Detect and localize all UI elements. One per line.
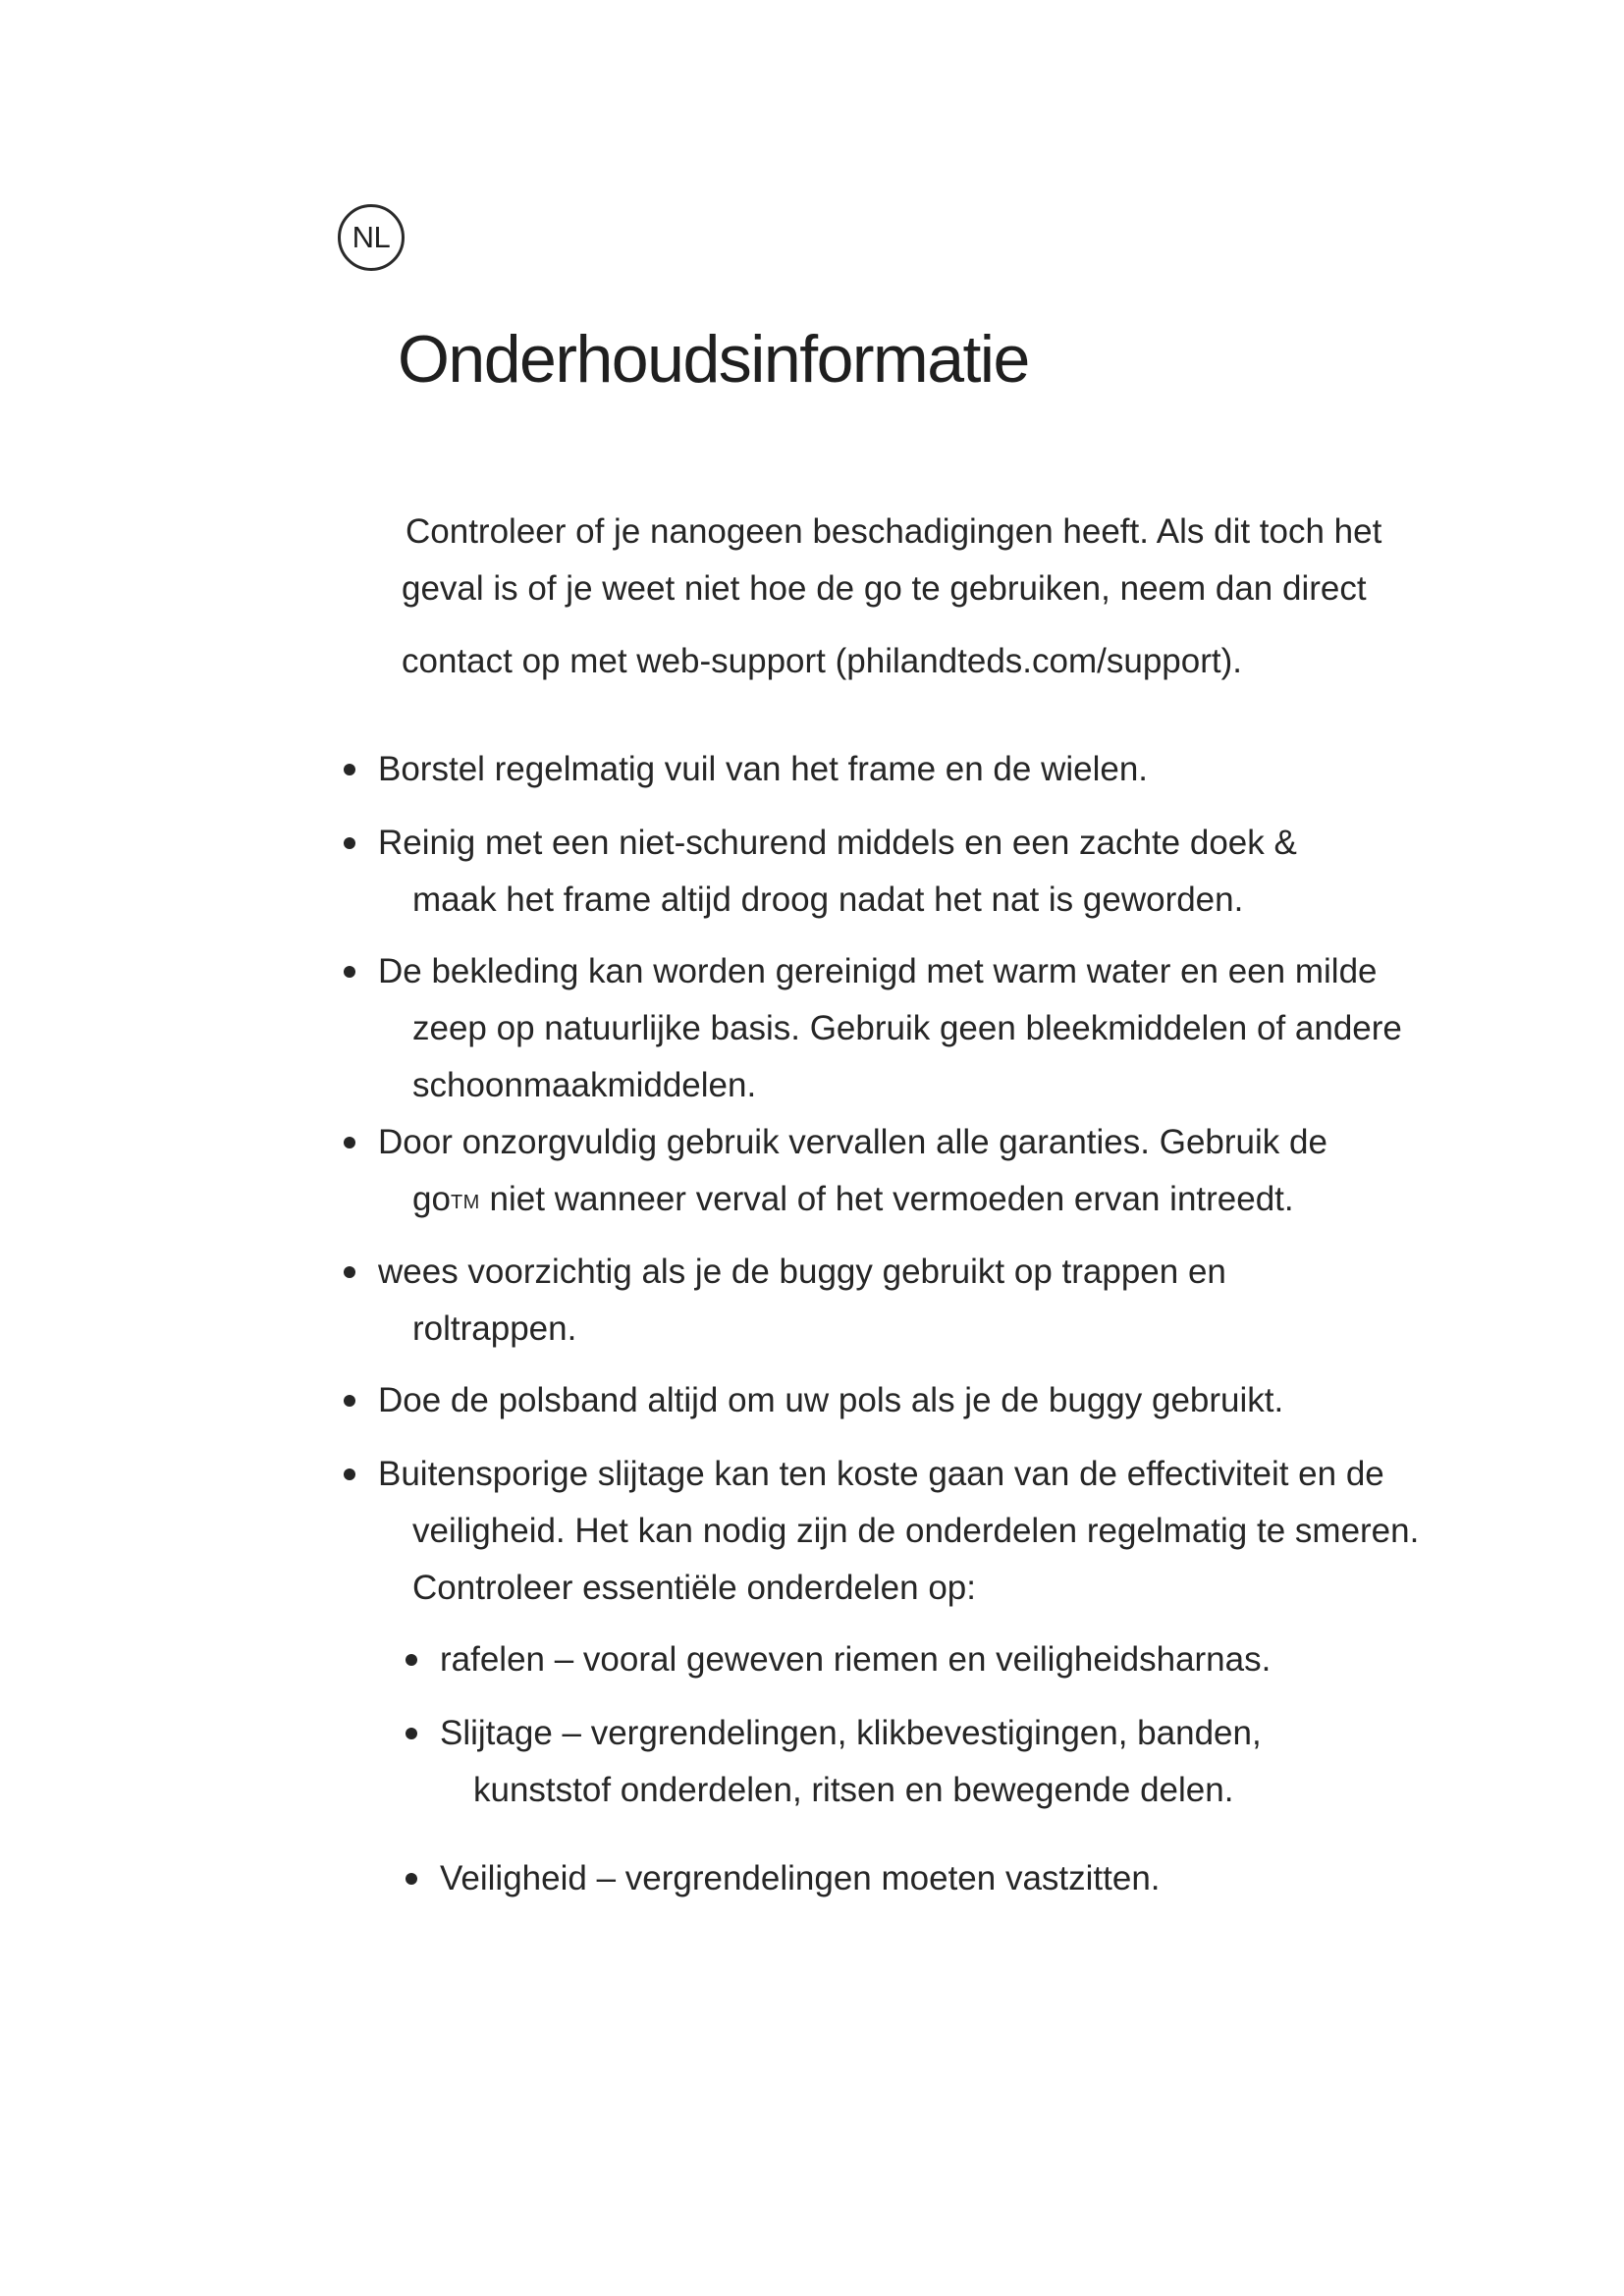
intro-line: contact op met web-support (philandteds.com/support). <box>402 642 1242 680</box>
bullet-icon <box>406 1728 417 1739</box>
list-item-line: roltrappen. <box>412 1309 577 1348</box>
bullet-icon <box>344 837 355 849</box>
list-item-line: Reinig met een niet-schurend middels en een zachte doek & <box>378 824 1297 862</box>
sublist-item-line: Veiligheid – vergrendelingen moeten vastzitten. <box>440 1859 1161 1897</box>
list-item-line: maak het frame altijd droog nadat het nat is geworden. <box>412 881 1244 919</box>
sublist-item-line: Slijtage – vergrendelingen, klikbevestigingen, banden, <box>440 1714 1262 1752</box>
sublist-item-line: rafelen – vooral geweven riemen en veiligheidsharnas. <box>440 1640 1272 1679</box>
product-name: go <box>412 1180 451 1218</box>
language-badge-nl <box>338 204 405 271</box>
intro-line: Controleer of je nanogeen beschadigingen heeft. Als dit toch het <box>406 512 1382 551</box>
list-item-line: Door onzorgvuldig gebruik vervallen alle garanties. Gebruik de <box>378 1123 1327 1161</box>
bullet-icon <box>344 1468 355 1480</box>
bullet-icon <box>344 1137 355 1148</box>
trademark-mark: TM <box>450 1192 480 1213</box>
bullet-icon <box>344 1395 355 1407</box>
bullet-icon <box>344 1266 355 1278</box>
list-item-line <box>412 1178 1294 1224</box>
list-item-line: zeep op natuurlijke basis. Gebruik geen bleekmiddelen of andere <box>412 1009 1402 1047</box>
list-item-line-rest: niet wanneer verval of het vermoeden ervan intreedt. <box>479 1180 1294 1218</box>
list-item-line: wees voorzichtig als je de buggy gebruikt op trappen en <box>378 1253 1226 1291</box>
list-item-line: Doe de polsband altijd om uw pols als je de buggy gebruikt. <box>378 1381 1284 1419</box>
bullet-icon <box>344 966 355 978</box>
page-title: Onderhoudsinformatie <box>398 322 1029 397</box>
sublist-item-line: kunststof onderdelen, ritsen en bewegende delen. <box>473 1771 1234 1809</box>
list-item-line: Buitensporige slijtage kan ten koste gaan van de effectiviteit en de <box>378 1455 1384 1493</box>
list-item-line: Borstel regelmatig vuil van het frame en de wielen. <box>378 750 1149 788</box>
list-item-line: De bekleding kan worden gereinigd met warm water en een milde <box>378 952 1378 990</box>
language-badge-label: NL <box>352 220 391 254</box>
bullet-icon <box>406 1654 417 1666</box>
list-item-line: schoonmaakmiddelen. <box>412 1066 757 1104</box>
bullet-icon <box>344 764 355 775</box>
list-item-line: veiligheid. Het kan nodig zijn de onderdelen regelmatig te smeren. <box>412 1512 1420 1550</box>
list-item-line: Controleer essentiële onderdelen op: <box>412 1569 976 1607</box>
bullet-icon <box>406 1873 417 1885</box>
intro-line: geval is of je weet niet hoe de go te gebruiken, neem dan direct <box>402 569 1367 608</box>
